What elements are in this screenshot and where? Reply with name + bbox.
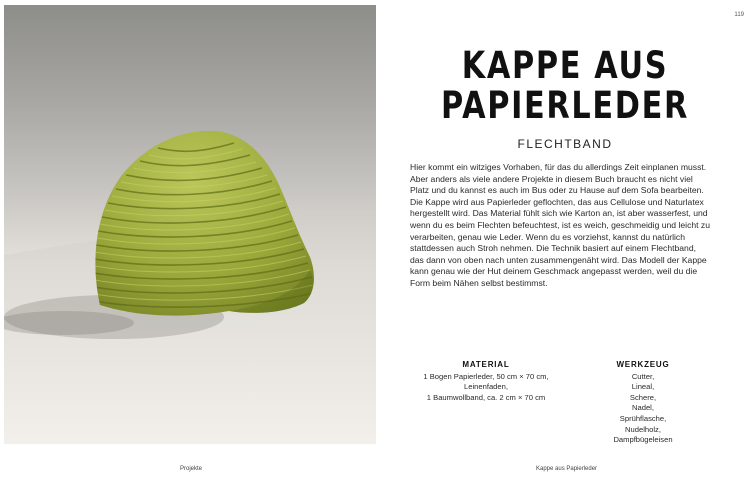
material-item: 1 Bogen Papierleder, 50 cm × 70 cm, xyxy=(423,371,549,381)
tool-item: Nudelholz, xyxy=(625,424,661,434)
tool-item: Cutter, xyxy=(631,371,655,381)
footer-chapter-label: Kappe aus Papierleder xyxy=(536,466,598,472)
tool-item: Dampfbügeleisen xyxy=(613,435,673,445)
cap-photo xyxy=(4,5,376,444)
material-item: 1 Baumwollband, ca. 2 cm × 70 cm xyxy=(426,392,546,402)
footer-section-label: Projekte xyxy=(180,466,203,472)
cap-icon xyxy=(4,5,376,444)
tool-item: Nadel, xyxy=(632,403,654,413)
tool-item: Schere, xyxy=(629,392,657,402)
material-item: Leinenfaden, xyxy=(464,382,508,392)
material-list xyxy=(400,360,572,403)
tools-list xyxy=(588,360,698,446)
tools-heading: WERKZEUG xyxy=(616,360,670,369)
material-heading: MATERIAL xyxy=(462,360,510,369)
page-subtitle: FLECHTBAND xyxy=(517,137,613,151)
tool-item: Lineal, xyxy=(631,382,655,392)
title-line-1: KAPPE AUS xyxy=(461,44,669,87)
tool-item: Sprühflasche, xyxy=(619,413,667,423)
intro-paragraph: Hier kommt ein witziges Vorhaben, für das du allerdings Zeit einplanen musst. Aber anders als viele andere Projekte in diesem Buch braucht es nicht viel Platz und du kannst es auch im Bus oder zu Hause auf dem Sofa bearbeiten. Die Kappe wird aus Papierleder geflochten, das aus Cellulose und Naturlatex hergestellt wird. Das Material fühlt sich wie Karton an, ist aber wasserfest, und wenn du es beim Flechten befeuchtest, ist es weich, geschmeidig und leicht zu verarbeiten, genau wie Leder. Wenn du es vorziehst, kannst du natürlich stattdessen auch Stroh nehmen. Die Technik basiert auf einem Flechtband, das dann von oben nach unten zusammengenäht wird. Das Modell der Kappe kann genau wie der Hut deinem Geschmack angepasst werden, weil du die Form beim Nähen selbst bestimmst. xyxy=(410,162,710,288)
title-line-2: PAPIERLEDER xyxy=(441,84,689,127)
page-number: 119 xyxy=(734,12,744,18)
page-title xyxy=(430,46,701,126)
